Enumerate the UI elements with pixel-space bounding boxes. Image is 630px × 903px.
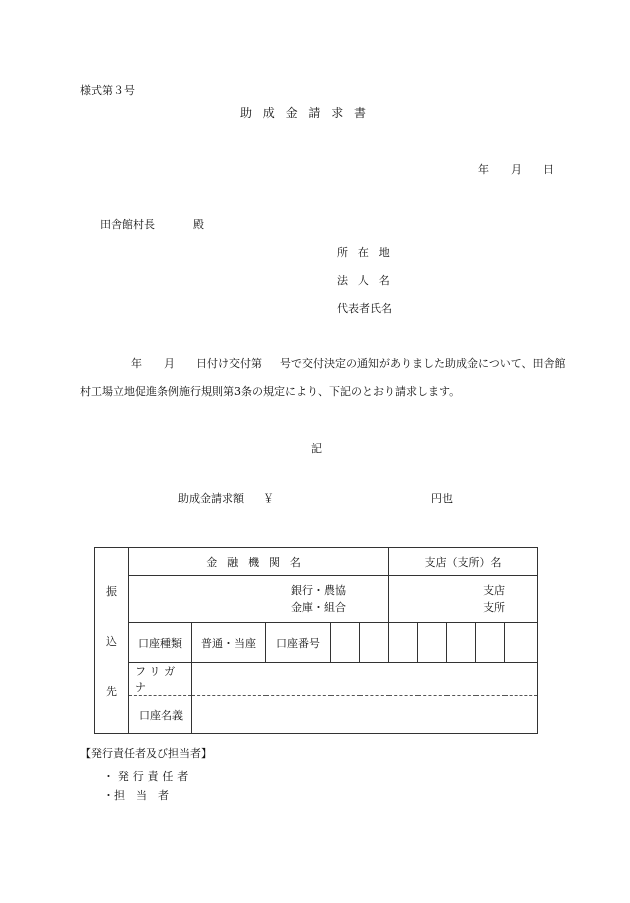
body-date-issue: 日付け交付第 [196, 357, 262, 370]
date-day: 日 [543, 163, 554, 176]
institution-header: 金融機関名 [129, 548, 389, 576]
form-number: 様式第３号 [80, 84, 135, 97]
account-type-label: 口座種類 [129, 623, 192, 663]
account-digit-4[interactable] [418, 623, 447, 663]
bank-type-line2: 金庫・組合 [291, 601, 347, 614]
issuer-label: ・発行責任者 [103, 770, 193, 783]
account-digit-5[interactable] [447, 623, 476, 663]
account-name-label: 口座名義 [129, 696, 192, 734]
addressee: 田舎館村長 [100, 218, 155, 231]
transfer-table [94, 547, 538, 734]
date-year: 年 [478, 163, 489, 176]
applicant-corp-label: 法人名 [337, 274, 400, 287]
account-number-label: 口座番号 [266, 623, 331, 663]
furigana-label: フリガナ [129, 663, 192, 696]
account-digit-2[interactable] [360, 623, 389, 663]
account-digit-6[interactable] [476, 623, 505, 663]
contact-label: ・担 当 者 [103, 789, 169, 802]
account-name-field[interactable] [192, 696, 538, 734]
account-digit-7[interactable] [505, 623, 538, 663]
account-digit-3[interactable] [389, 623, 418, 663]
transfer-char-3: 先 [106, 684, 117, 698]
date-month: 月 [511, 163, 522, 176]
branch-header: 支店（支所）名 [389, 548, 538, 576]
amount-label: 助成金請求額 [178, 492, 244, 505]
branch-type-line1: 支店 [483, 584, 506, 597]
applicant-rep-label: 代表者氏名 [337, 302, 392, 315]
body-month: 月 [164, 357, 175, 370]
branch-type-cell[interactable] [389, 576, 538, 623]
furigana-field[interactable] [192, 663, 538, 696]
applicant-location-label: 所在地 [337, 246, 400, 259]
body-line2: 村工場立地促進条例施行規則第3条の規定により、下記のとおり請求します。 [80, 385, 461, 398]
body-line1: 号で交付決定の通知がありました助成金について、田舎館 [280, 357, 566, 370]
bank-type-line1: 銀行・農協 [291, 584, 347, 597]
transfer-char-1: 振 [106, 584, 117, 598]
account-type-value[interactable]: 普通・当座 [192, 623, 266, 663]
branch-type-line2: 支所 [483, 601, 506, 614]
responsible-header: 【発行責任者及び担当者】 [80, 747, 212, 760]
document-title: 助成金請求書 [240, 106, 377, 120]
account-digit-1[interactable] [331, 623, 360, 663]
transfer-char-2: 込 [106, 634, 117, 648]
honorific: 殿 [193, 218, 204, 231]
body-year: 年 [131, 357, 142, 370]
transfer-destination-label [95, 548, 129, 734]
yen-suffix: 円也 [431, 492, 453, 505]
bank-type-cell[interactable] [129, 576, 389, 623]
yen-mark: ￥ [263, 492, 274, 505]
ki-note: 記 [311, 442, 322, 455]
